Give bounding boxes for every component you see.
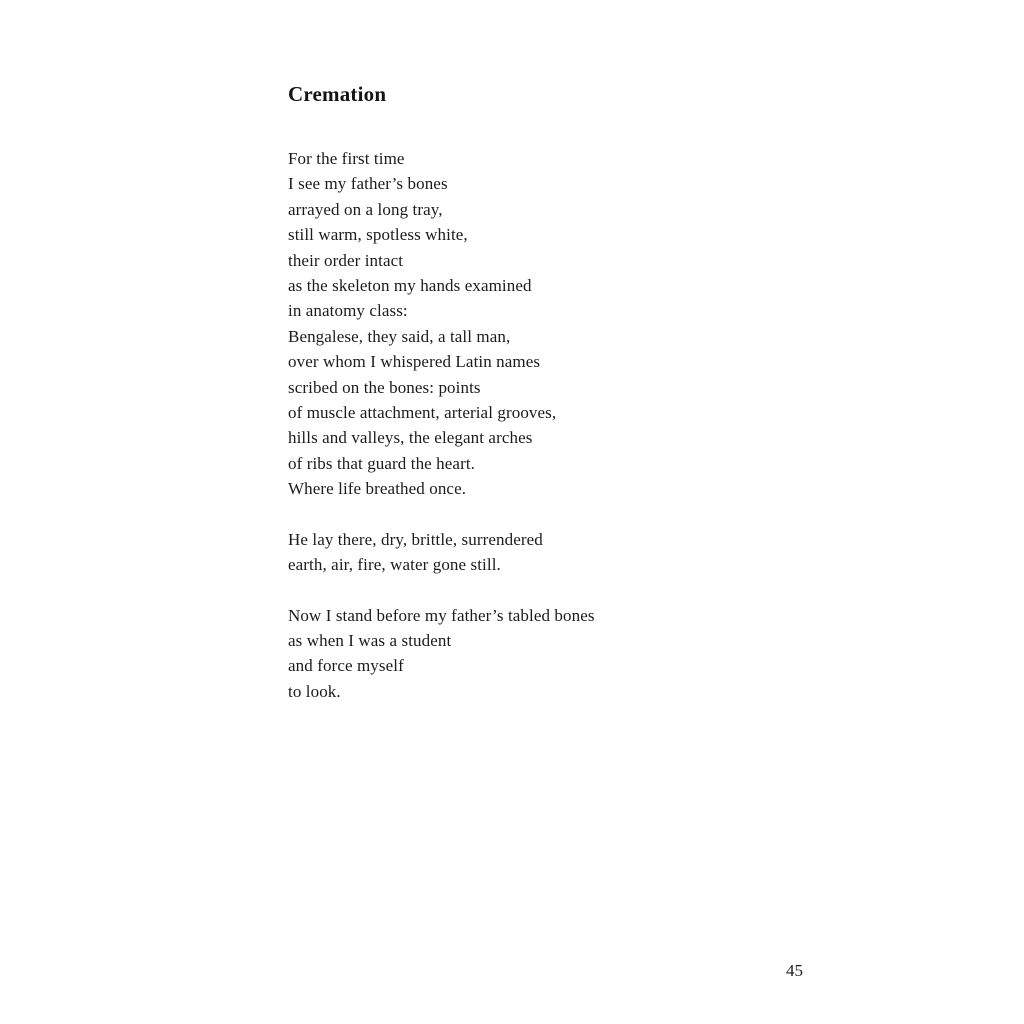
poem-line: Bengalese, they said, a tall man, bbox=[288, 326, 511, 346]
poem-line: scribed on the bones: points bbox=[288, 377, 481, 397]
poem-line: Now I stand before my father’s tabled bones bbox=[288, 605, 595, 625]
poem-line: and force myself bbox=[288, 656, 404, 676]
poem-title: Cremation bbox=[288, 82, 387, 106]
poem-line: of ribs that guard the heart. bbox=[288, 453, 476, 473]
poem-line: For the first time bbox=[288, 149, 405, 168]
poem-line: He lay there, dry, brittle, surrendered bbox=[288, 529, 543, 549]
poem-line: hills and valleys, the elegant arches bbox=[288, 428, 533, 448]
poem-line: Where life breathed once. bbox=[288, 479, 467, 499]
poem-line: I see my father’s bones bbox=[288, 174, 448, 194]
poem-line: as the skeleton my hands examined bbox=[288, 276, 532, 296]
poem-line: as when I was a student bbox=[288, 630, 452, 650]
poem-line: over whom I whispered Latin names bbox=[288, 352, 541, 372]
poem-line: still warm, spotless white, bbox=[288, 225, 468, 245]
poem-line: in anatomy class: bbox=[288, 301, 408, 321]
poem-body bbox=[288, 146, 595, 729]
poem-line: arrayed on a long tray, bbox=[288, 199, 443, 219]
poem-line: of muscle attachment, arterial grooves, bbox=[288, 403, 557, 423]
poem-line: to look. bbox=[288, 681, 341, 701]
poem-line: their order intact bbox=[288, 250, 404, 270]
poem-line: earth, air, fire, water gone still. bbox=[288, 555, 501, 575]
stanza bbox=[288, 527, 595, 578]
stanza bbox=[288, 146, 595, 502]
page-number: 45 bbox=[786, 961, 803, 980]
stanza bbox=[288, 603, 595, 705]
